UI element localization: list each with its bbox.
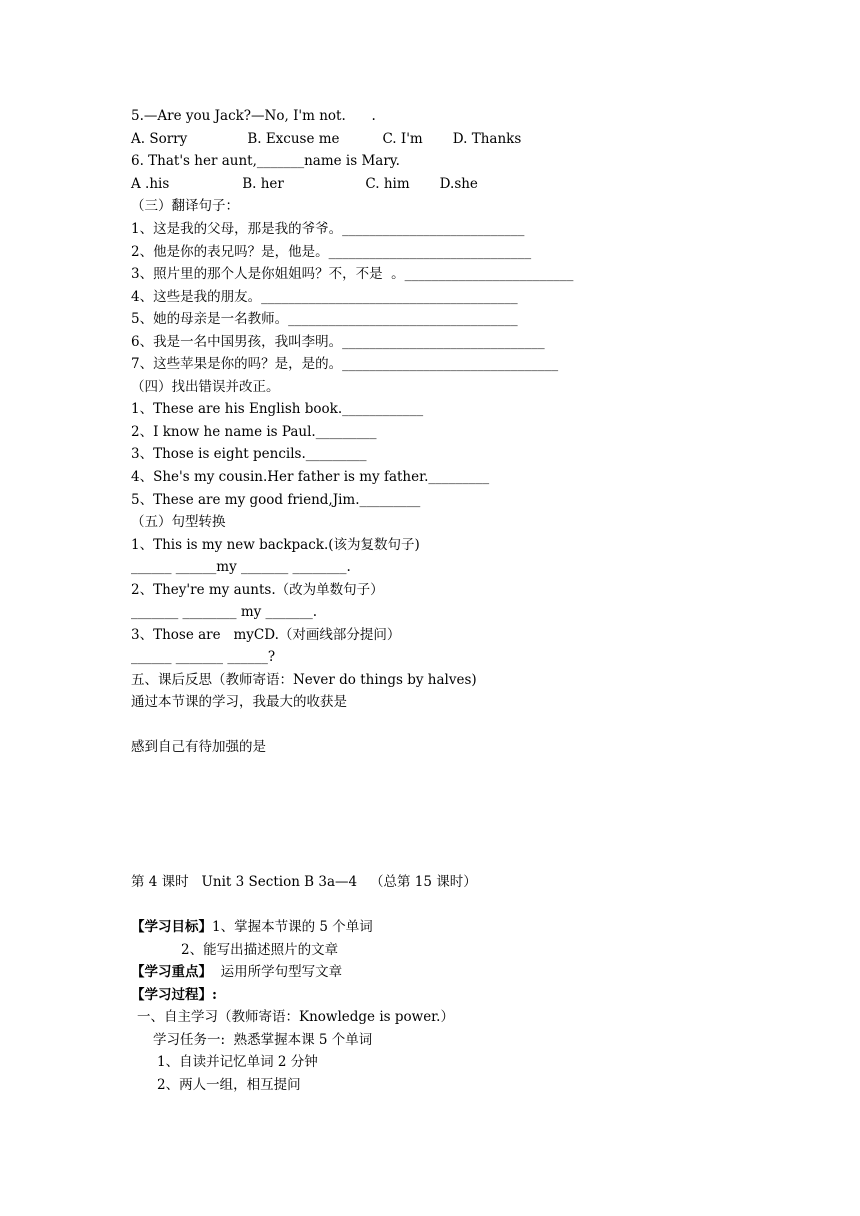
transform-heading: （五）句型转换 — [131, 514, 226, 530]
learning-process-label: 【学习过程】 — [131, 987, 212, 1003]
learning-goals-label: 【学习目标】 — [131, 919, 212, 935]
learning-focus-label: 【学习重点】 — [131, 964, 212, 980]
study-task-1: 学习任务一: 熟悉掌握本课 5 个单词 — [153, 1032, 373, 1048]
question-6-stem: 6. That's her aunt,_______name is Mary. — [131, 153, 400, 169]
reflection-improve: 感到自己有待加强的是 — [131, 739, 266, 755]
translate-heading: （三）翻译句子： — [131, 198, 239, 214]
question-5-options: A. Sorry B. Excuse me C. I'm D. Thanks — [131, 131, 522, 147]
learning-process-colon: : — [212, 987, 217, 1003]
translate-item: 6、我是一名中国男孩，我叫李明。______________________________ — [131, 334, 545, 350]
error-item: 2、I know he name is Paul._________ — [131, 424, 377, 440]
reflection-heading: 五、课后反思（教师寄语：Never do things by halves) — [131, 672, 477, 688]
transform-blank-line: ______ ______my _______ ________. — [131, 559, 351, 575]
translate-item: 2、他是你的表兄吗？是，他是。______________________________ — [131, 244, 532, 260]
error-item: 1、These are his English book.____________ — [131, 401, 424, 417]
learning-focus — [131, 963, 342, 981]
translate-item: 5、她的母亲是一名教师。__________________________________ — [131, 311, 518, 327]
translate-item: 7、这些苹果是你的吗？是，是的。________________________________ — [131, 356, 559, 372]
question-5-stem: 5.—Are you Jack?—No, I'm not. . — [131, 108, 376, 124]
lesson-title: 第 4 课时 Unit 3 Section B 3a—4 （总第 15 课时） — [131, 874, 477, 890]
learning-goals — [131, 918, 373, 936]
study-step-2: 2、两人一组，相互提问 — [157, 1077, 301, 1093]
transform-item: 1、This is my new backpack.(该为复数句子) — [131, 537, 420, 553]
translate-item: 3、照片里的那个人是你姐姐吗？不，不是 。_________________________ — [131, 266, 574, 282]
learning-process — [131, 986, 217, 1004]
transform-item: 3、Those are myCD.（对画线部分提问） — [131, 627, 401, 643]
question-6-options: A .his B. her C. him D.she — [131, 176, 478, 192]
self-study-heading: 一、自主学习（教师寄语：Knowledge is power.） — [137, 1009, 454, 1025]
reflection-gain: 通过本节课的学习，我最大的收获是 — [131, 694, 347, 710]
transform-item: 2、They're my aunts.（改为单数句子） — [131, 582, 384, 598]
study-step-1: 1、自读并记忆单词 2 分钟 — [157, 1054, 318, 1070]
learning-focus-text: 运用所学句型写文章 — [212, 964, 343, 980]
error-item: 5、These are my good friend,Jim._________ — [131, 492, 421, 508]
translate-item: 4、这些是我的朋友。______________________________________ — [131, 289, 518, 305]
learning-goal-1: 1、掌握本节课的 5 个单词 — [212, 919, 373, 935]
error-item: 3、Those is eight pencils._________ — [131, 446, 367, 462]
error-item: 4、She's my cousin.Her father is my father._________ — [131, 469, 490, 485]
transform-blank-line: ______ _______ ______? — [131, 649, 276, 665]
learning-goal-2: 2、能写出描述照片的文章 — [181, 942, 339, 958]
transform-blank-line: _______ ________ my _______. — [131, 604, 318, 620]
error-correction-heading: （四）找出错误并改正。 — [131, 379, 280, 395]
translate-item: 1、这是我的父母，那是我的爷爷。___________________________ — [131, 221, 525, 237]
